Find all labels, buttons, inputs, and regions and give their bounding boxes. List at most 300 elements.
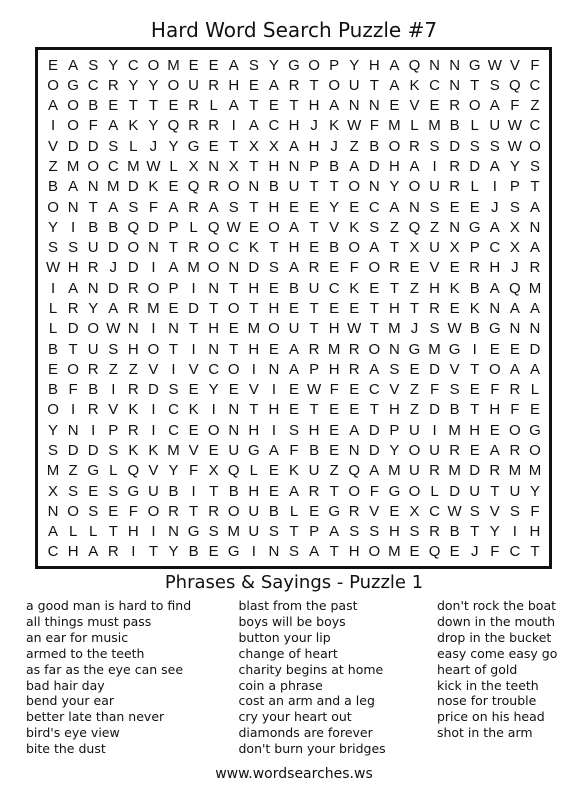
grid-letter: E: [349, 198, 360, 216]
grid-letter: O: [207, 239, 220, 257]
grid-letter: A: [369, 360, 380, 378]
grid-letter: O: [147, 56, 160, 74]
grid-letter: D: [469, 462, 481, 480]
grid-letter: V: [188, 360, 199, 378]
grid-letter: N: [168, 320, 179, 338]
grid-letter: B: [48, 381, 59, 399]
grid-letter: J: [330, 137, 338, 155]
grid-letter: H: [328, 320, 340, 338]
grid-letter: R: [529, 259, 541, 277]
grid-letter: W: [45, 259, 61, 277]
grid-letter: U: [429, 239, 440, 257]
grid-letter: I: [492, 178, 497, 196]
grid-letter: S: [509, 198, 520, 216]
grid-letter: I: [432, 158, 437, 176]
grid-letter: B: [449, 523, 460, 541]
grid-letter: O: [67, 502, 79, 520]
grid-letter: Z: [68, 462, 78, 480]
grid-letter: E: [309, 198, 320, 216]
grid-letter: K: [148, 178, 159, 196]
grid-letter: E: [168, 178, 179, 196]
grid-letter: N: [409, 198, 420, 216]
grid-letter: E: [268, 482, 279, 500]
grid-letter: H: [489, 259, 501, 277]
grid-letter: E: [108, 502, 119, 520]
grid-letter: F: [530, 502, 540, 520]
grid-letter: I: [251, 543, 256, 561]
grid-letter: S: [48, 239, 59, 257]
grid-letter: N: [368, 178, 380, 196]
grid-letter: U: [228, 441, 240, 459]
grid-letter: D: [67, 441, 79, 459]
grid-letter: C: [127, 56, 139, 74]
grid-letter: U: [469, 482, 481, 500]
grid-letter: E: [208, 137, 219, 155]
grid-letter: Y: [48, 421, 59, 439]
grid-letter: Y: [489, 523, 500, 541]
grid-letter: S: [168, 381, 179, 399]
grid-letter: F: [369, 482, 379, 500]
grid-letter: R: [188, 117, 199, 135]
grid-letter: O: [488, 360, 501, 378]
grid-letter: P: [168, 279, 179, 297]
grid-letter: T: [409, 299, 420, 317]
grid-letter: I: [271, 421, 276, 439]
grid-letter: O: [127, 239, 140, 257]
grid-letter: O: [328, 76, 340, 94]
grid-letter: T: [229, 340, 239, 358]
grid-letter: I: [211, 401, 216, 419]
grid-letter: I: [50, 117, 56, 135]
grid-letter: L: [129, 137, 138, 155]
grid-letter: O: [529, 137, 541, 155]
grid-letter: E: [188, 56, 199, 74]
grid-letter: V: [248, 381, 259, 399]
grid-letter: E: [168, 299, 179, 317]
grid-letter: W: [306, 381, 322, 399]
grid-letter: R: [188, 239, 199, 257]
grid-letter: N: [388, 340, 400, 358]
grid-letter: R: [208, 178, 220, 196]
grid-letter: H: [248, 421, 260, 439]
grid-letter: O: [308, 56, 320, 74]
grid-letter: S: [268, 523, 279, 541]
grid-letter: H: [368, 56, 380, 74]
word-item: diamonds are forever: [238, 725, 373, 741]
grid-letter: E: [268, 279, 279, 297]
grid-letter: O: [348, 239, 361, 257]
grid-letter: B: [369, 137, 380, 155]
grid-letter: I: [71, 218, 76, 236]
grid-letter: N: [208, 279, 220, 297]
grid-letter: E: [409, 259, 420, 277]
grid-letter: D: [148, 218, 159, 236]
grid-letter: C: [168, 421, 179, 439]
grid-letter: N: [268, 360, 280, 378]
grid-letter: D: [107, 279, 119, 297]
grid-letter: H: [429, 279, 440, 297]
grid-letter: U: [188, 76, 199, 94]
grid-letter: G: [187, 523, 200, 541]
grid-letter: Q: [187, 178, 200, 196]
grid-letter: E: [268, 97, 279, 115]
grid-letter: E: [48, 360, 59, 378]
grid-letter: R: [409, 137, 420, 155]
grid-letter: X: [449, 239, 460, 257]
grid-letter: I: [50, 279, 56, 297]
word-item: an ear for music: [26, 629, 129, 645]
word-column-1: [26, 598, 224, 757]
grid-letter: V: [188, 441, 199, 459]
grid-letter: E: [449, 259, 460, 277]
grid-letter: Q: [227, 462, 240, 480]
grid-letter: Y: [349, 56, 360, 74]
grid-letter: E: [288, 401, 299, 419]
grid-letter: B: [188, 543, 199, 561]
word-item: shot in the arm: [436, 725, 533, 741]
grid-letter: K: [128, 401, 139, 419]
grid-letter: K: [188, 401, 199, 419]
grid-letter: R: [388, 259, 400, 277]
grid-letter: A: [349, 421, 360, 439]
grid-letter: T: [229, 279, 239, 297]
grid-letter: R: [308, 259, 320, 277]
grid-letter: R: [208, 502, 220, 520]
word-item: button your lip: [238, 629, 331, 645]
word-item: down in the mouth: [436, 613, 556, 629]
grid-letter: D: [429, 360, 440, 378]
grid-letter: S: [68, 239, 79, 257]
grid-letter: U: [288, 178, 300, 196]
grid-letter: X: [208, 462, 219, 480]
grid-letter: Y: [108, 56, 119, 74]
grid-letter: H: [208, 320, 220, 338]
grid-letter: W: [507, 137, 522, 155]
grid-letter: Y: [88, 299, 99, 317]
grid-letter: A: [68, 279, 79, 297]
grid-letter: M: [147, 299, 160, 317]
grid-letter: I: [171, 360, 176, 378]
grid-letter: S: [429, 137, 440, 155]
grid-letter: T: [249, 97, 259, 115]
grid-letter: T: [329, 543, 339, 561]
grid-letter: F: [530, 56, 540, 74]
grid-letter: O: [147, 340, 160, 358]
grid-letter: I: [472, 340, 477, 358]
grid-letter: N: [268, 543, 280, 561]
grid-letter: T: [309, 320, 319, 338]
grid-letter: Q: [509, 76, 521, 94]
grid-letter: X: [248, 137, 259, 155]
grid-letter: S: [489, 76, 500, 94]
grid-letter: B: [88, 218, 99, 236]
grid-letter: T: [68, 340, 78, 358]
grid-letter: S: [228, 198, 239, 216]
grid-letter: O: [408, 441, 421, 459]
grid-letter: Z: [429, 218, 440, 236]
grid-letter: H: [248, 279, 260, 297]
grid-letter: N: [529, 320, 541, 338]
grid-letter: E: [288, 198, 299, 216]
grid-letter: F: [289, 441, 299, 459]
grid-letter: L: [530, 381, 540, 399]
grid-letter: O: [268, 320, 280, 338]
grid-letter: A: [288, 259, 299, 277]
grid-letter: B: [48, 178, 59, 196]
grid-letter: J: [491, 198, 499, 216]
grid-letter: A: [288, 137, 299, 155]
grid-letter: F: [189, 462, 199, 480]
grid-letter: A: [288, 340, 299, 358]
grid-letter: D: [529, 340, 541, 358]
grid-letter: R: [449, 158, 461, 176]
grid-letter: K: [329, 117, 340, 135]
grid-letter: Z: [389, 218, 399, 236]
grid-letter: W: [106, 320, 121, 338]
grid-letter: D: [248, 259, 260, 277]
grid-letter: N: [489, 299, 501, 317]
grid-letter: V: [509, 56, 520, 74]
grid-letter: T: [309, 401, 319, 419]
grid-letter: I: [151, 259, 156, 277]
grid-letter: D: [148, 381, 159, 399]
grid-letter: T: [470, 523, 480, 541]
grid-letter: O: [509, 421, 521, 439]
grid-letter: S: [369, 523, 380, 541]
word-list: [26, 598, 566, 757]
grid-letter: I: [432, 421, 437, 439]
grid-letter: G: [388, 482, 401, 500]
grid-letter: J: [511, 259, 519, 277]
grid-letter: F: [510, 97, 520, 115]
grid-letter: P: [309, 158, 320, 176]
grid-letter: G: [488, 320, 501, 338]
grid-letter: J: [410, 320, 419, 338]
grid-letter: U: [409, 421, 420, 439]
grid-letter: A: [168, 198, 179, 216]
grid-letter: S: [248, 56, 259, 74]
grid-letter: Q: [207, 218, 220, 236]
grid-letter: H: [67, 543, 79, 561]
grid-letter: T: [249, 158, 259, 176]
word-item: easy come easy go: [436, 645, 558, 661]
grid-letter: D: [67, 320, 79, 338]
grid-letter: O: [268, 218, 280, 236]
grid-letter: E: [188, 421, 199, 439]
grid-letter: S: [108, 137, 119, 155]
grid-letter: R: [449, 97, 461, 115]
grid-letter: S: [449, 381, 460, 399]
grid-letter: G: [187, 137, 200, 155]
word-item: price on his head: [436, 709, 545, 725]
grid-letter: V: [369, 502, 380, 520]
grid-letter: M: [448, 462, 461, 480]
grid-letter: A: [489, 218, 500, 236]
grid-letter: O: [47, 198, 59, 216]
grid-letter: G: [328, 502, 340, 520]
grid-letter: U: [248, 523, 260, 541]
grid-letter: M: [127, 158, 140, 176]
grid-letter: T: [329, 482, 339, 500]
grid-letter: L: [209, 97, 218, 115]
grid-letter: O: [468, 97, 481, 115]
grid-letter: H: [388, 523, 400, 541]
grid-letter: V: [48, 137, 59, 155]
grid-letter: O: [408, 482, 421, 500]
grid-letter: T: [369, 320, 379, 338]
grid-letter: A: [489, 279, 500, 297]
grid-letter: F: [88, 117, 98, 135]
grid-letter: A: [389, 76, 400, 94]
grid-letter: E: [389, 502, 400, 520]
grid-letter: A: [288, 360, 299, 378]
grid-letter: I: [131, 543, 136, 561]
grid-letter: A: [349, 158, 360, 176]
grid-letter: P: [168, 218, 179, 236]
grid-letter: R: [208, 76, 220, 94]
grid-letter: K: [288, 462, 299, 480]
grid-letter: X: [509, 239, 520, 257]
grid-letter: T: [329, 178, 339, 196]
grid-letter: T: [289, 523, 299, 541]
grid-letter: C: [529, 76, 541, 94]
grid-letter: E: [449, 299, 460, 317]
grid-letter: A: [268, 441, 279, 459]
grid-letter: A: [68, 178, 79, 196]
grid-letter: S: [88, 502, 99, 520]
grid-letter: Z: [409, 279, 420, 297]
word-item: as far as the eye can see: [26, 661, 184, 677]
grid-letter: P: [389, 421, 400, 439]
grid-letter: D: [449, 137, 461, 155]
grid-letter: D: [469, 158, 481, 176]
grid-letter: T: [470, 401, 480, 419]
grid-letter: S: [509, 502, 520, 520]
grid-letter: N: [449, 56, 461, 74]
grid-letter: Y: [389, 441, 400, 459]
grid-letter: T: [269, 239, 279, 257]
grid-letter: B: [469, 279, 480, 297]
grid-letter: S: [409, 523, 420, 541]
grid-letter: T: [530, 543, 540, 561]
grid-letter: T: [249, 401, 259, 419]
grid-letter: H: [268, 158, 280, 176]
grid-letter: A: [228, 56, 239, 74]
word-item: heart of gold: [436, 661, 518, 677]
grid-letter: W: [146, 158, 161, 176]
grid-letter: E: [469, 381, 480, 399]
grid-letter: N: [127, 320, 139, 338]
grid-letter: N: [87, 279, 99, 297]
grid-letter: U: [489, 117, 501, 135]
grid-letter: V: [148, 360, 159, 378]
grid-letter: E: [449, 198, 460, 216]
grid-letter: K: [409, 76, 420, 94]
word-item: cost an arm and a leg: [238, 693, 375, 709]
grid-letter: L: [48, 299, 58, 317]
grid-letter: N: [248, 178, 260, 196]
grid-letter: B: [88, 97, 99, 115]
grid-letter: B: [329, 239, 340, 257]
grid-letter: N: [148, 239, 159, 257]
grid-letter: G: [468, 56, 481, 74]
word-item: all things must pass: [26, 613, 152, 629]
grid-letter: Z: [128, 360, 138, 378]
grid-letter: A: [168, 259, 179, 277]
grid-letter: W: [447, 502, 462, 520]
grid-letter: A: [88, 543, 99, 561]
grid-letter: U: [148, 482, 159, 500]
grid-letter: F: [148, 198, 159, 216]
grid-letter: W: [507, 117, 522, 135]
grid-letter: X: [228, 158, 239, 176]
word-item: bite the dust: [26, 741, 106, 757]
grid-letter: O: [368, 340, 381, 358]
grid-letter: W: [347, 320, 362, 338]
grid-letter: E: [369, 279, 380, 297]
grid-letter: R: [87, 360, 99, 378]
grid-letter: T: [389, 239, 399, 257]
grid-letter: E: [208, 56, 219, 74]
grid-letter: O: [147, 502, 160, 520]
grid-letter: C: [368, 198, 380, 216]
grid-letter: A: [288, 218, 299, 236]
grid-letter: G: [248, 441, 260, 459]
grid-letter: I: [231, 117, 236, 135]
grid-letter: E: [309, 239, 320, 257]
grid-letter: Y: [529, 482, 540, 500]
grid-letter: L: [410, 117, 419, 135]
grid-letter: N: [509, 320, 521, 338]
grid-letter: X: [268, 137, 279, 155]
grid-letter: I: [191, 279, 196, 297]
grid-letter: I: [151, 523, 156, 541]
grid-letter: S: [429, 320, 440, 338]
grid-letter: D: [107, 239, 119, 257]
grid-letter: F: [369, 117, 379, 135]
grid-letter: O: [227, 299, 240, 317]
grid-letter: M: [327, 340, 341, 358]
grid-letter: H: [308, 421, 320, 439]
grid-letter: M: [508, 462, 522, 480]
grid-letter: B: [228, 482, 239, 500]
grid-letter: H: [489, 401, 501, 419]
grid-letter: W: [347, 117, 362, 135]
grid-letter: S: [48, 441, 59, 459]
grid-letter: Z: [48, 158, 58, 176]
grid-letter: M: [528, 462, 542, 480]
grid-letter: Y: [168, 462, 179, 480]
word-column-2: [238, 598, 436, 757]
grid-letter: V: [409, 97, 420, 115]
grid-letter: Q: [408, 218, 421, 236]
grid-letter: T: [289, 97, 299, 115]
word-item: nose for trouble: [436, 693, 537, 709]
grid-letter: S: [489, 137, 500, 155]
grid-letter: Y: [168, 137, 179, 155]
grid-letter: X: [48, 482, 59, 500]
grid-letter: H: [248, 482, 260, 500]
grid-letter: S: [349, 523, 360, 541]
grid-letter: N: [429, 56, 440, 74]
grid-letter: D: [87, 441, 99, 459]
grid-letter: I: [151, 401, 156, 419]
grid-letter: H: [127, 523, 139, 541]
grid-letter: S: [128, 198, 139, 216]
grid-letter: S: [469, 137, 480, 155]
footer-url: www.wordsearches.ws: [215, 766, 373, 782]
grid-letter: L: [289, 502, 299, 520]
